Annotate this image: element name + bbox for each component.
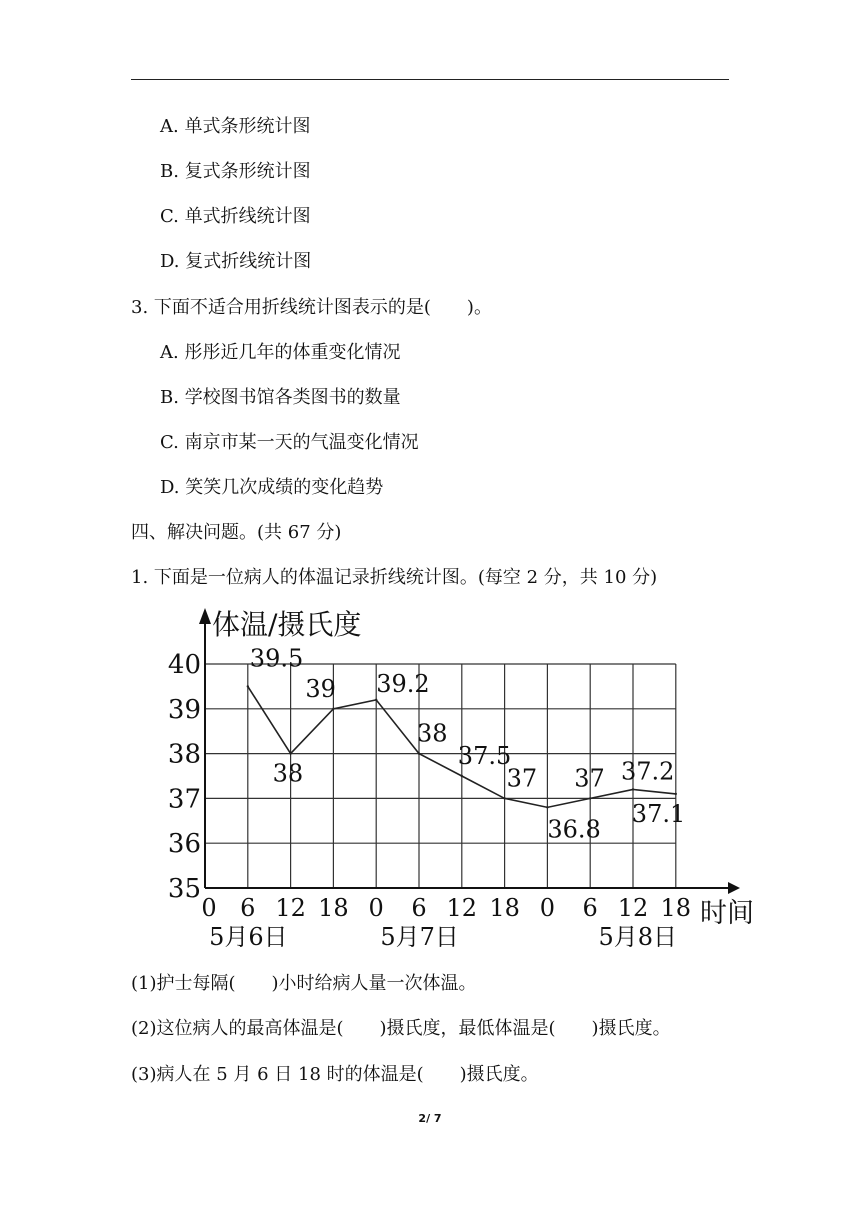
x-tick-label: 6 [582,894,598,922]
data-label: 39.5 [249,644,304,673]
y-tick-label: 38 [167,739,201,770]
y-tick-label: 36 [167,829,201,860]
x-axis-label: 时间 [700,898,754,929]
data-label: 37 [574,764,605,793]
y-tick-label: 39 [167,694,201,725]
q3-option-d [160,476,383,500]
x-tick-label: 18 [489,894,520,922]
data-label: 37 [506,764,538,793]
data-label: 39.2 [376,669,430,698]
data-label: 37.2 [621,757,675,786]
data-point [461,775,463,777]
date-label: 5月6日 [209,923,288,951]
q3-option-b [160,386,401,410]
sub-question-1: (1)护士每隔( )小时给病人量一次体温。 [131,973,477,994]
option-letter: D. [160,251,180,272]
option-letter: A. [160,116,179,137]
option-letter: B. [160,387,179,408]
option-text: 南京市某一天的气温变化情况 [184,432,419,453]
data-point [332,708,334,710]
option-text: 彤彤近几年的体重变化情况 [184,342,401,363]
x-tick-label: 6 [411,894,427,922]
temperature-line-chart [160,600,770,960]
section-heading: 四、解决问题。(共 67 分) [131,522,342,543]
data-label: 37.1 [631,799,686,828]
y-tick-label: 37 [167,784,201,815]
date-label: 5月7日 [380,923,459,951]
option-letter: B. [160,161,179,182]
y-tick-label: 40 [167,650,201,680]
x-tick-label: 12 [275,894,306,922]
data-point [247,685,249,687]
data-point [589,797,591,799]
x-axis-arrow [728,882,740,894]
q3-stem: 3. 下面不适合用折线统计图表示的是( )。 [131,297,492,318]
data-label: 39 [305,674,336,703]
q3-option-a [160,341,400,365]
sub-question-2: (2)这位病人的最高体温是( )摄氏度，最低体温是( )摄氏度。 [131,1018,671,1039]
q2-option-a [160,115,310,139]
date-label: 5月8日 [598,923,678,951]
question-1: 1. 下面是一位病人的体温记录折线统计图。(每空 2 分，共 10 分) [131,567,658,588]
option-text: 复式折线统计图 [185,251,312,272]
x-tick-label: 6 [240,894,256,922]
data-point [675,793,677,795]
option-text: 复式条形统计图 [184,161,311,182]
x-tick-label: 12 [446,894,478,922]
x-tick-label: 0 [368,894,384,922]
data-point [375,699,377,701]
option-text: 单式条形统计图 [184,116,311,137]
x-tick-label: 18 [660,894,692,922]
sub-question-3: (3)病人在 5 月 6 日 18 时的体温是( )摄氏度。 [131,1064,539,1085]
x-tick-label: 0 [539,894,556,922]
option-text: 学校图书馆各类图书的数量 [184,387,401,408]
option-letter: C. [160,206,179,227]
option-letter: D. [160,477,180,498]
q3-option-c [160,431,419,455]
q2-option-d [160,250,311,274]
y-axis-label: 体温/摄氏度 [212,608,362,641]
data-label: 38 [272,759,304,788]
x-tick-label: 12 [617,894,649,922]
y-axis-arrow [199,608,211,624]
data-point [289,752,291,754]
data-label: 38 [417,719,448,748]
y-tick-label: 35 [167,874,201,904]
data-point [503,797,505,799]
page-number: 2/ 7 [418,1112,442,1125]
data-label: 36.8 [547,815,601,844]
top-rule [131,79,729,80]
q2-option-c [160,205,311,229]
option-letter: A. [160,342,179,363]
x-tick-label: 0 [201,894,217,922]
x-tick-label: 18 [318,894,349,922]
q2-option-b [160,160,311,184]
option-letter: C. [160,432,179,453]
data-point [418,752,420,754]
data-label: 37.5 [457,742,512,770]
option-text: 单式折线统计图 [184,206,311,227]
option-text: 笑笑几次成绩的变化趋势 [185,477,384,498]
data-point [546,806,548,808]
data-point [632,788,634,790]
